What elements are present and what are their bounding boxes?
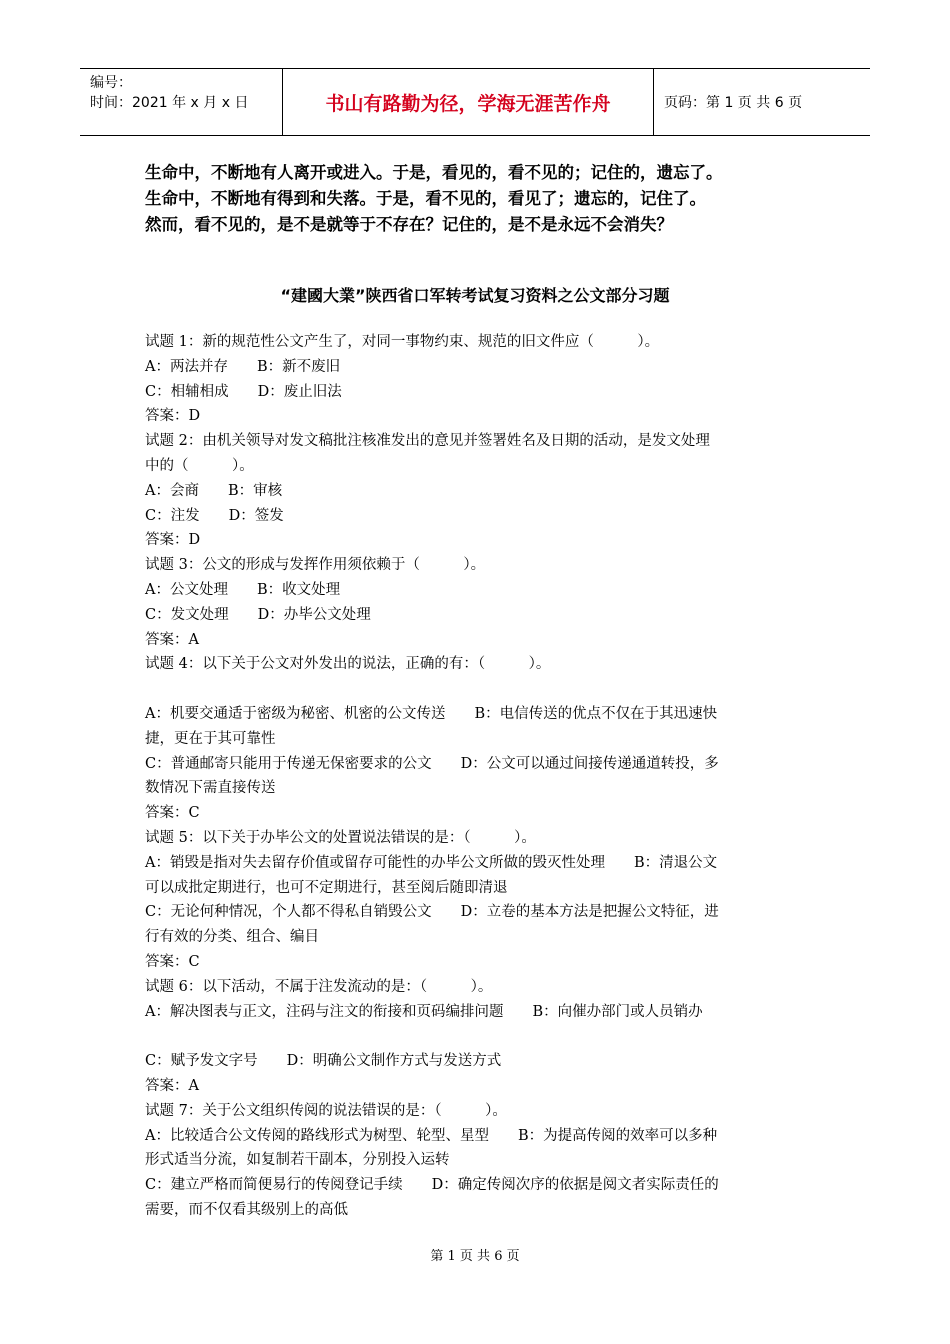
content-line: 试题 5：以下关于办毕公文的处置说法错误的是：（ ）。 [145, 829, 536, 846]
content-line: 答案：D [145, 532, 201, 549]
document-title: “建國大業”陕西省口军转考试复习资料之公文部分习题 [280, 286, 670, 305]
content-line: C：注发 D：签发 [145, 507, 284, 524]
content-line: C：相辅相成 D：废止旧法 [145, 383, 342, 400]
content-line: 需要，而不仅看其级别上的高低 [145, 1201, 348, 1218]
content-line: 行有效的分类、组合、编目 [145, 929, 319, 946]
content-line: 捷，更在于其可靠性 [145, 730, 276, 747]
blank-line [145, 1024, 805, 1049]
content-line: A：会商 B：审核 [145, 482, 283, 499]
content-line: C：无论何种情况，个人都不得私自销毁公文 D：立卷的基本方法是把握公文特征，进 [145, 904, 719, 921]
document-number-label: 编号： [90, 75, 132, 91]
page-footer: 第 1 页 共 6 页 [430, 1249, 520, 1264]
blank-line [145, 677, 805, 702]
content-line: C：赋予发文字号 D：明确公文制作方式与发送方式 [145, 1053, 502, 1070]
content-line: 中的（ ）。 [145, 457, 254, 474]
content-line: C：建立严格而简便易行的传阅登记手续 D：确定传阅次序的依据是阅文者实际责任的 [145, 1177, 719, 1194]
content-line: 试题 4：以下关于公文对外发出的说法，正确的有：（ ）。 [145, 656, 551, 673]
content-line: A：销毁是指对失去留存价值或留存可能性的办毕公文所做的毁灭性处理 B：清退公文 [145, 854, 718, 871]
content-line: 试题 7：关于公文组织传阅的说法错误的是：（ ）。 [145, 1102, 507, 1119]
content-line: A：比较适合公文传阅的路线形式为树型、轮型、星型 B：为提高传阅的效率可以多种 [145, 1127, 718, 1144]
intro-line: 生命中，不断地有人离开或进入。于是，看见的，看不见的；记住的，遗忘了。 [145, 163, 723, 182]
content-line: 答案：A [145, 1077, 199, 1094]
content-line: A：两法并存 B：新不废旧 [145, 358, 341, 375]
content-line: 试题 2：由机关领导对发文稿批注核准发出的意见并签署姓名及日期的活动，是发文处理 [145, 433, 710, 450]
content-line: 答案：C [145, 953, 200, 970]
intro-line: 然而，看不见的，是不是就等于不存在？记住的，是不是永远不会消失？ [145, 215, 673, 234]
header-page-info: 页码：第 1 页 共 6 页 [664, 95, 803, 111]
content-line: 试题 1：新的规范性公文产生了，对同一事物约束、规范的旧文件应（ ）。 [145, 334, 660, 350]
content-line: 可以成批定期进行，也可不定期进行，甚至阅后随即清退 [145, 879, 508, 896]
content-line: A：公文处理 B：收文处理 [145, 581, 341, 598]
page-header [80, 68, 870, 136]
content-line: 答案：A [145, 631, 199, 648]
intro-paragraph [145, 160, 845, 238]
intro-line: 生命中，不断地有得到和失落。于是，看不见的，看见了；遗忘的，记住了。 [145, 189, 706, 208]
content-line: C：普通邮寄只能用于传递无保密要求的公文 D：公文可以通过间接传递通道转投，多 [145, 755, 719, 772]
content-line: A：机要交通适于密级为秘密、机密的公文传送 B：电信传送的优点不仅在于其迅速快 [145, 705, 718, 722]
content-line: C：发文处理 D：办毕公文处理 [145, 606, 371, 623]
content-line: 答案：D [145, 408, 201, 425]
header-meta [80, 69, 282, 135]
content-line: 试题 3：公文的形成与发挥作用须依赖于（ ）。 [145, 557, 486, 574]
content-line: 数情况下需直接传送 [145, 780, 276, 797]
document-date-label: 时间：2021 年 x 月 x 日 [90, 95, 249, 111]
content-line: 试题 6：以下活动，不属于注发流动的是：（ ）。 [145, 978, 493, 995]
content-line: A：解决图表与正文，注码与注文的衔接和页码编排问题 B：向催办部门或人员销办 [145, 1003, 703, 1020]
question-list [145, 330, 805, 1223]
content-line: 形式适当分流，如复制若干副本，分别投入运转 [145, 1152, 450, 1169]
header-motto: 书山有路勤为径，学海无涯苦作舟 [282, 69, 654, 135]
content-line: 答案：C [145, 805, 200, 822]
